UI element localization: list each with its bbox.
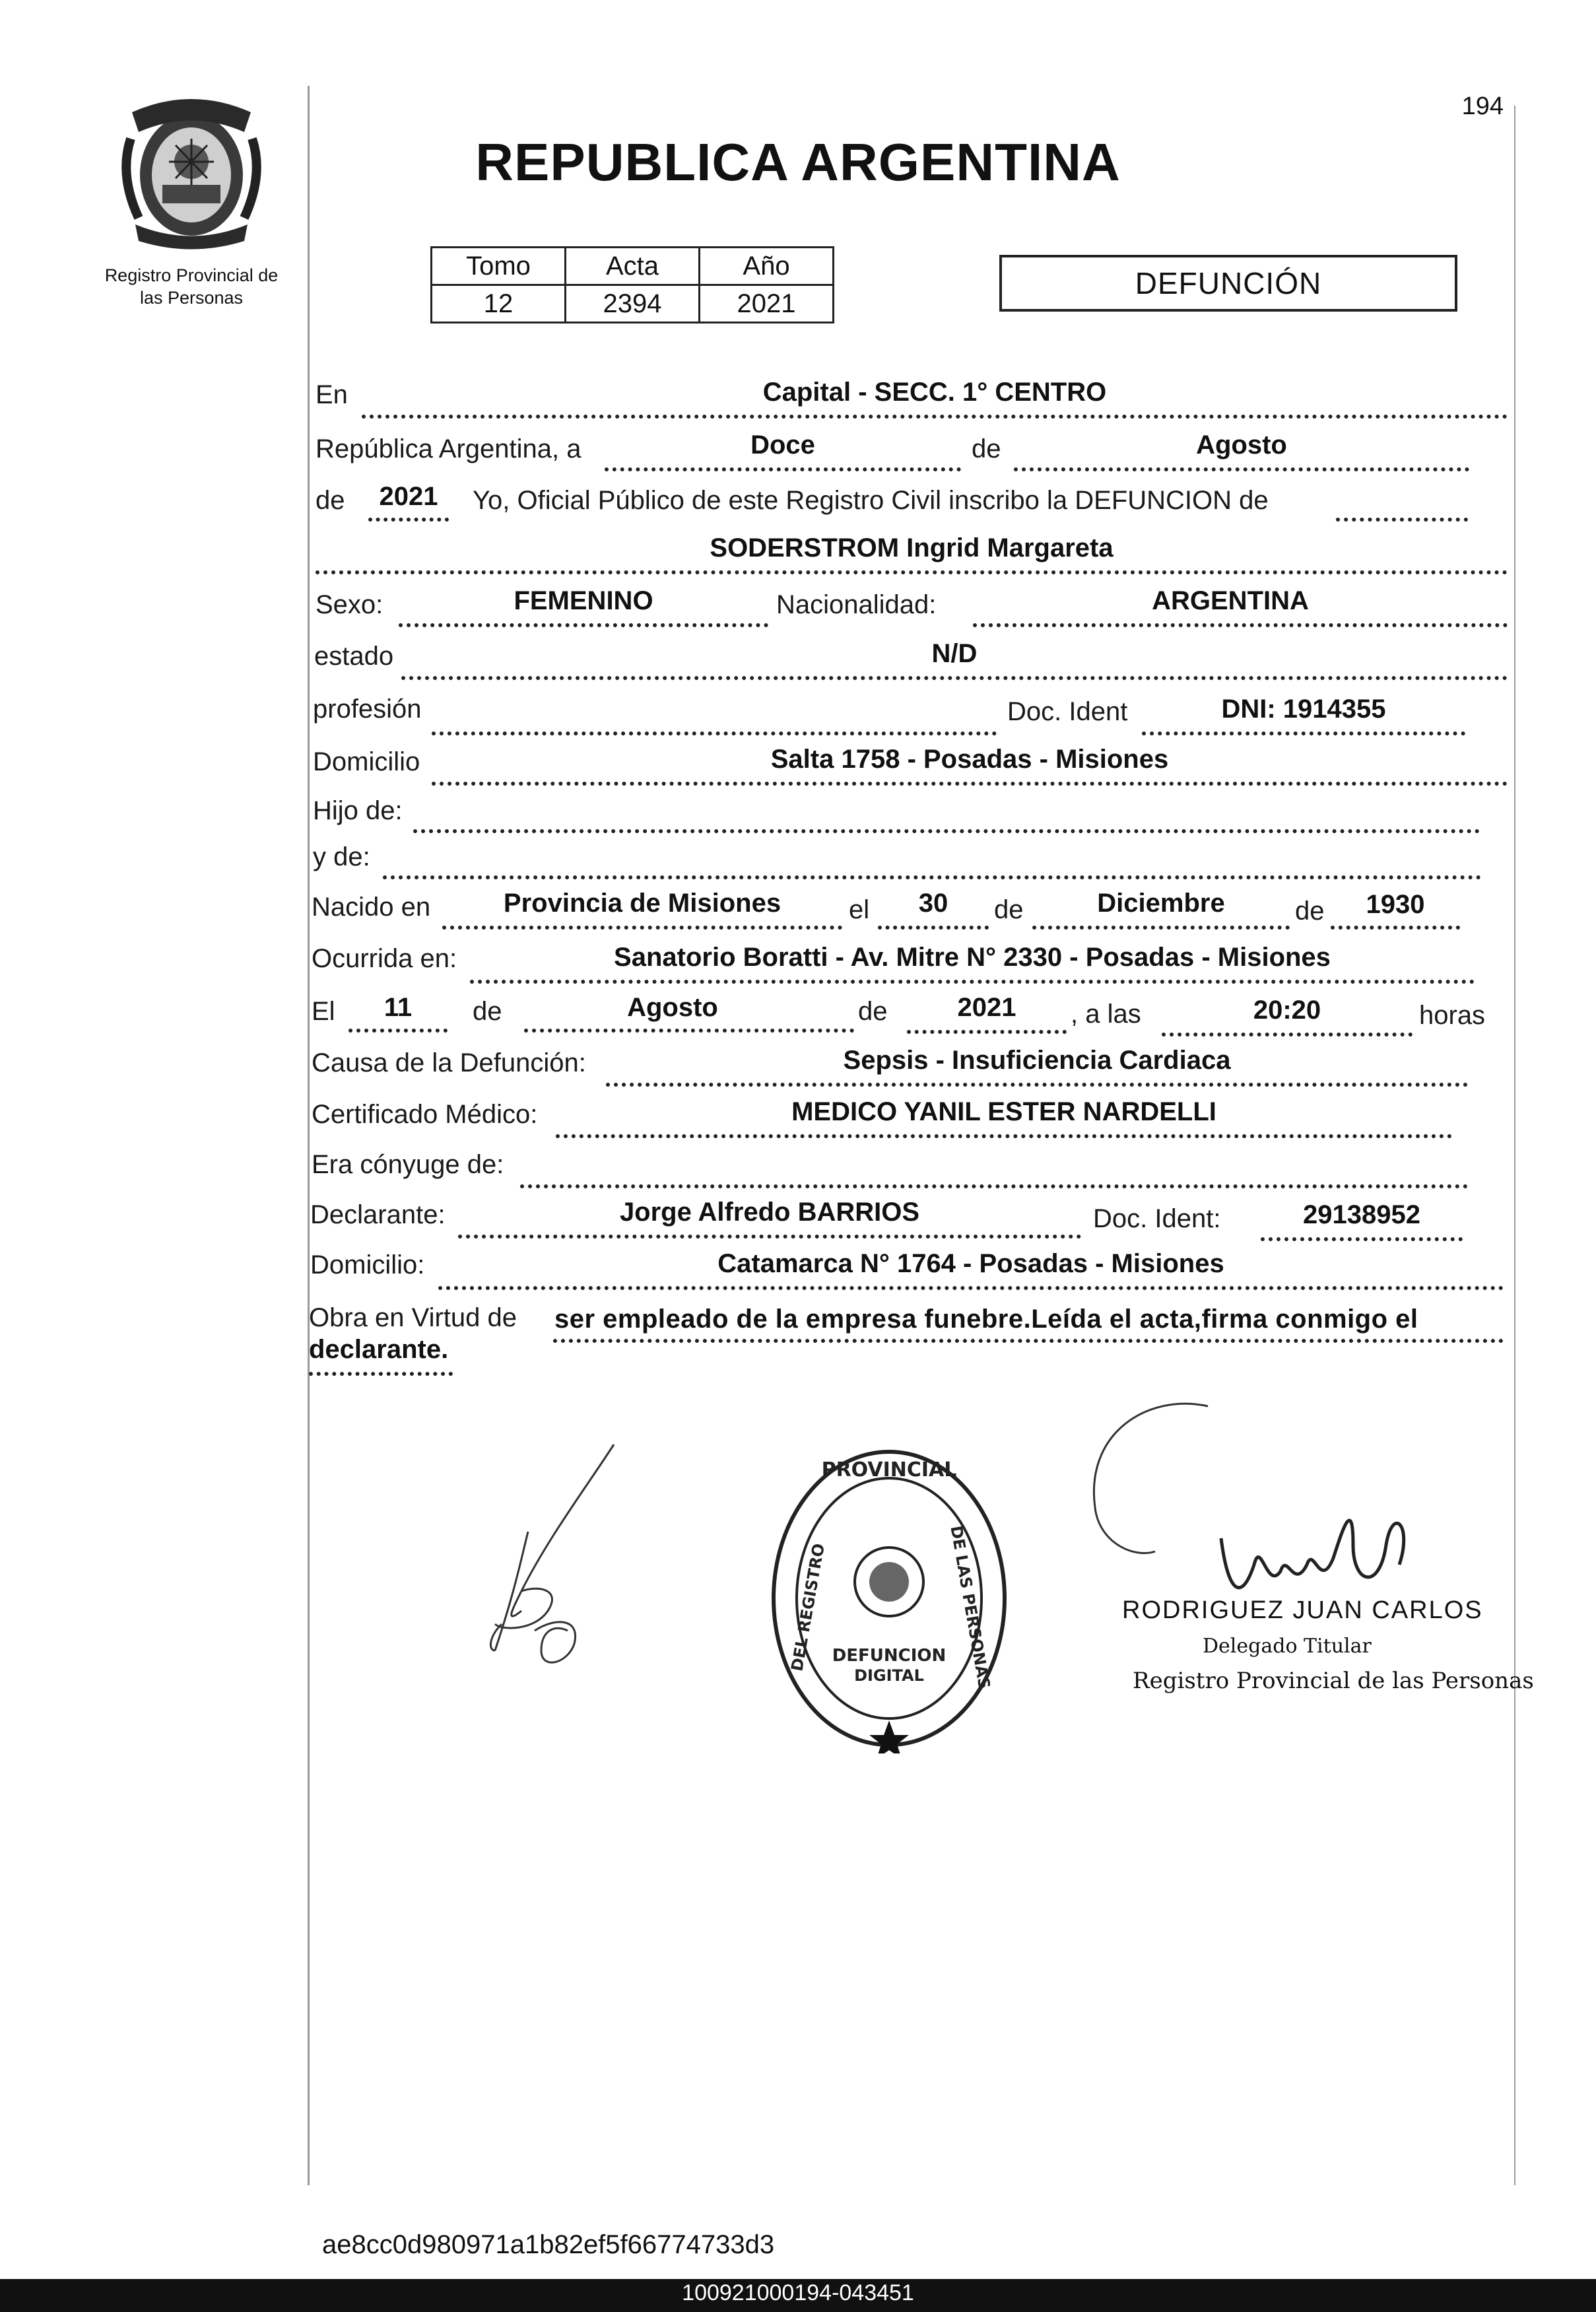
nombre-dotline [316,570,1508,574]
nac-dia-dotline [878,926,989,930]
declarante-dotline [458,1235,1081,1239]
def-mes-value: Agosto [627,993,718,1022]
el-label: el [849,895,870,924]
alas-label: , a las [1071,1000,1141,1029]
conyuge-label: Era cónyuge de: [312,1150,504,1179]
margin-rule [308,86,310,2185]
signatory-role: Delegado Titular [1203,1635,1372,1658]
page-number: 194 [1461,92,1504,120]
obra-dotline [553,1339,1504,1343]
estado-value: N/D [931,639,978,668]
hora-dotline [1162,1033,1413,1037]
ocurrida-value: Sanatorio Boratti - Av. Mitre N° 2330 - Posadas - Misiones [614,943,1331,972]
nacido-dotline [442,926,842,930]
anio-dotline [368,518,449,522]
mes-dotline [1014,467,1469,471]
horas-label: horas [1419,1001,1486,1030]
nacionalidad-dotline [973,623,1508,627]
hijo-label: Hijo de: [313,796,403,825]
obra-value-line1: ser empleado de la empresa funebre.Leída el acta,firma conmigo el [554,1305,1418,1334]
record-table [430,246,834,323]
doc-ident-label: Doc. Ident [1007,697,1128,726]
de-label-2: de [316,486,345,515]
doc-ident-dotline [1142,731,1465,735]
declarante-label: Declarante: [310,1200,446,1229]
right-border-rule [1514,106,1515,2185]
svg-text:PROVINCIAL: PROVINCIAL [821,1458,957,1481]
ocurrida-label: Ocurrida en: [312,944,457,973]
acta-value: 2394 [566,285,700,323]
tomo-header: Tomo [432,248,566,285]
yde-label: y de: [313,842,370,871]
nac-mes-dotline [1032,926,1290,930]
republica-label: República Argentina, a [316,434,582,463]
registry-label-line1: Registro Provincial de [104,265,279,285]
obra2-dotline [309,1372,453,1376]
signatory-name: RODRIGUEZ JUAN CARLOS [1122,1596,1483,1624]
anio-header: Año [700,248,834,285]
svg-text:DEFUNCION: DEFUNCION [832,1646,947,1666]
def-anio-value: 2021 [957,993,1016,1022]
domicilio2-dotline [438,1286,1504,1290]
sexo-value: FEMENINO [514,586,653,615]
registry-label-line2: las Personas [139,288,244,308]
nacionalidad-label: Nacionalidad: [776,590,937,619]
certificado-label: Certificado Médico: [312,1100,538,1129]
def-dia-dotline [349,1029,448,1033]
acta-header: Acta [566,248,700,285]
ocurrida-dotline [470,980,1475,984]
nacionalidad-value: ARGENTINA [1152,586,1309,615]
obra-label: Obra en Virtud de [309,1303,517,1332]
nac-dia-value: 30 [918,889,948,918]
barcode-number: 100921000194-043451 [682,2280,914,2305]
nac-mes-value: Diciembre [1097,889,1225,918]
svg-text:DEL REGISTRO: DEL REGISTRO [787,1542,828,1673]
obra-value-line2: declarante. [309,1335,449,1364]
doc-ident-value: DNI: 1914355 [1221,695,1386,724]
doc-ident2-label: Doc. Ident: [1093,1204,1221,1233]
de-label-3: de [994,895,1024,924]
causa-label: Causa de la Defunción: [312,1048,586,1077]
domicilio2-label: Domicilio: [310,1250,425,1279]
svg-text:DE LAS PERSONAS: DE LAS PERSONAS [947,1524,994,1691]
dia-dotline [605,467,961,471]
svg-text:DIGITAL: DIGITAL [854,1666,924,1685]
sexo-dotline [399,623,768,627]
en-label: En [316,380,348,409]
nacido-value: Provincia de Misiones [503,889,781,918]
inscribo-dotline [1336,518,1468,522]
def-anio-dotline [907,1030,1067,1034]
def-dia-value: 11 [383,993,413,1022]
doc-ident2-dotline [1261,1237,1463,1241]
hora-value: 20:20 [1253,996,1321,1025]
causa-value: Sepsis - Insuficiencia Cardiaca [843,1046,1231,1075]
conyuge-dotline [520,1184,1468,1188]
declarant-signature [449,1433,634,1697]
sexo-label: Sexo: [316,590,383,619]
nac-anio-dotline [1331,926,1460,930]
yde-dotline [383,875,1481,879]
page-title: REPUBLICA ARGENTINA [475,133,1121,191]
El-label: El [312,997,335,1026]
anio-value: 2021 [700,285,834,323]
profesion-label: profesión [313,695,422,724]
causa-dotline [606,1083,1468,1087]
de-label-6: de [858,997,888,1026]
anio-value-text: 2021 [379,482,438,511]
en-value: Capital - SECC. 1° CENTRO [762,378,1107,407]
profesion-dotline [432,731,997,735]
def-mes-dotline [524,1029,854,1033]
document-hash: ae8cc0d980971a1b82ef5f66774733d3 [322,2230,775,2259]
domicilio-dotline [432,782,1508,786]
official-stamp [767,1443,1011,1753]
mes-value: Agosto [1196,430,1287,459]
de-label-1: de [972,434,1001,463]
dia-value: Doce [750,430,815,459]
registry-label [86,264,297,309]
signatory-office: Registro Provincial de las Personas [1133,1668,1534,1694]
de-label-4: de [1295,897,1325,926]
estado-label: estado [314,642,394,671]
hijo-dotline [413,829,1480,833]
domicilio-label: Domicilio [313,747,420,776]
estado-dotline [401,676,1508,680]
inscribo-text: Yo, Oficial Público de este Registro Civil inscribo la DEFUNCION de [473,486,1269,515]
document-type-box: DEFUNCIÓN [999,255,1457,312]
declarante-value: Jorge Alfredo BARRIOS [619,1198,920,1227]
domicilio2-value: Catamarca N° 1764 - Posadas - Misiones [717,1249,1224,1278]
nacido-label: Nacido en [312,893,431,922]
certificado-dotline [556,1134,1452,1138]
domicilio-value: Salta 1758 - Posadas - Misiones [770,745,1169,774]
tomo-value: 12 [432,285,566,323]
certificado-value: MEDICO YANIL ESTER NARDELLI [791,1097,1216,1126]
nombre-value: SODERSTROM Ingrid Margareta [710,533,1114,562]
en-dotline [362,415,1508,419]
nac-anio-value: 1930 [1366,890,1425,919]
doc-ident2-value: 29138952 [1303,1200,1420,1229]
de-label-5: de [473,997,502,1026]
